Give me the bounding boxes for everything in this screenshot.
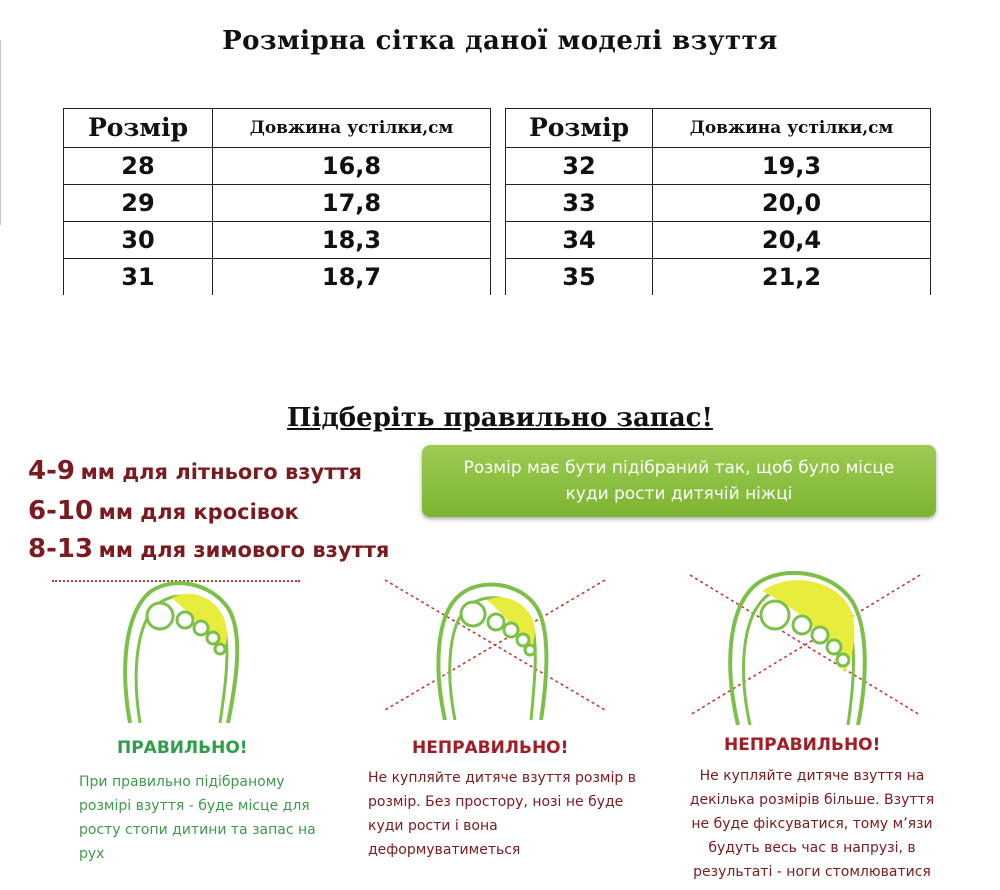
allowance-item	[28, 456, 362, 486]
left-edge-line	[0, 40, 1, 225]
correct-fit-illustration	[110, 578, 270, 723]
verdict-incorrect-small: НЕПРАВИЛЬНО!	[412, 738, 569, 758]
allowance-text: мм для зимового взуття	[98, 538, 390, 562]
allowance-item	[28, 496, 299, 526]
allowance-text: мм для літнього взуття	[80, 460, 363, 484]
size-cell: 34	[506, 222, 653, 259]
allowance-range: 6-10	[28, 496, 94, 526]
description-correct: При правильно підібраному розмірі взуття - буде місце для росту стопи дитини та запас на рух	[79, 774, 316, 862]
length-cell: 18,3	[213, 222, 491, 259]
description-incorrect-small: Не купляйте дитяче взуття розмір в розмір. Без простору, нозі не буде куди рости і вона деформуватиметься	[368, 770, 636, 858]
advice-banner	[422, 445, 936, 517]
length-cell: 18,7	[213, 259, 491, 296]
too-small-illustration	[375, 570, 615, 720]
length-cell: 20,4	[653, 222, 931, 259]
page-title: Розмірна сітка даної моделі взуття	[222, 26, 778, 56]
allowance-heading: Підберіть правильно запас!	[287, 403, 713, 433]
description-incorrect-big: Не купляйте дитяче взуття на декілька розмірів більше. Взуття не буде фіксуватися, тому м’язи будуть весь час в напрузі, в результаті - ноги стомлюватися	[689, 768, 935, 880]
allowance-range: 8-13	[28, 534, 94, 564]
size-cell: 33	[506, 185, 653, 222]
advice-banner-text: Розмір має бути підібраний так, щоб було місце куди рости дитячій ніжці	[463, 458, 895, 504]
header-length: Довжина устілки,см	[653, 109, 931, 148]
size-cell: 31	[64, 259, 213, 296]
allowance-range: 4-9	[28, 456, 75, 486]
size-cell: 35	[506, 259, 653, 296]
length-cell: 21,2	[653, 259, 931, 296]
length-cell: 16,8	[213, 148, 491, 185]
length-cell: 20,0	[653, 185, 931, 222]
allowance-text: мм для кросівок	[98, 500, 299, 524]
header-length: Довжина устілки,см	[213, 109, 491, 148]
header-size: Розмір	[506, 109, 653, 148]
length-cell: 17,8	[213, 185, 491, 222]
verdict-correct: ПРАВИЛЬНО!	[117, 738, 248, 758]
size-table-right	[505, 108, 931, 295]
header-size: Розмір	[64, 109, 213, 148]
size-cell: 30	[64, 222, 213, 259]
size-cell: 29	[64, 185, 213, 222]
too-big-illustration	[680, 565, 930, 725]
size-cell: 32	[506, 148, 653, 185]
length-cell: 19,3	[653, 148, 931, 185]
size-cell: 28	[64, 148, 213, 185]
allowance-item	[28, 534, 389, 564]
size-table-left	[63, 108, 491, 295]
verdict-incorrect-big: НЕПРАВИЛЬНО!	[724, 735, 881, 755]
